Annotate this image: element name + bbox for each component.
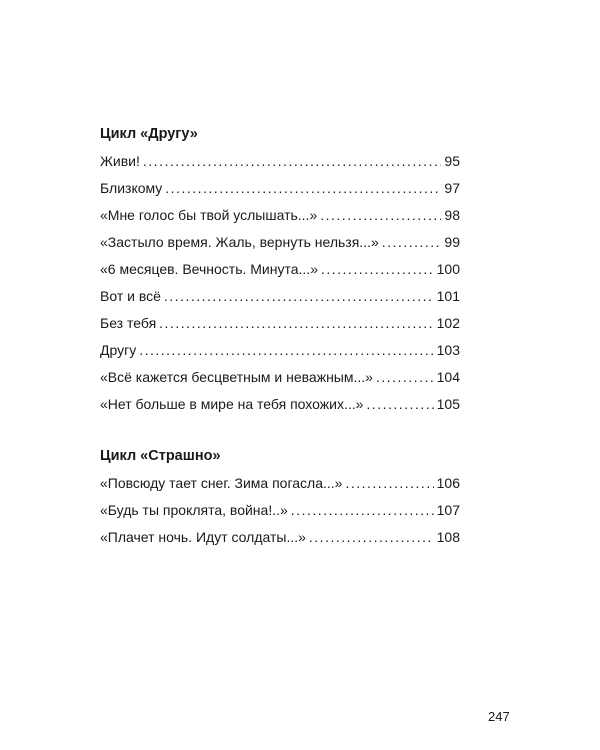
section-title: Цикл «Страшно» — [100, 448, 221, 464]
dot-leader — [139, 340, 433, 360]
entry-page: 98 — [444, 207, 460, 223]
dot-leader — [376, 367, 434, 387]
dot-leader — [366, 394, 433, 414]
dot-leader — [309, 527, 434, 547]
page-number: 247 — [488, 709, 510, 724]
entry-title: «Повсюду тает снег. Зима погасла...» — [100, 475, 343, 491]
entry-page: 99 — [444, 234, 460, 250]
entry-page: 95 — [444, 153, 460, 169]
entry-page: 101 — [436, 288, 460, 304]
entry-page: 107 — [436, 502, 460, 518]
table-of-contents — [100, 124, 460, 579]
entry-title: «Мне голос бы твой услышать...» — [100, 207, 318, 223]
entry-title: Другу — [100, 342, 137, 358]
entry-title: Живи! — [100, 153, 140, 169]
dot-leader — [382, 232, 442, 252]
entry-title: Близкому — [100, 180, 163, 196]
toc-entry — [100, 232, 460, 252]
dot-leader — [345, 473, 433, 493]
toc-entry — [100, 259, 460, 279]
entry-page: 104 — [436, 369, 460, 385]
entry-title: «Нет больше в мире на тебя похожих...» — [100, 396, 364, 412]
entry-title: Без тебя — [100, 315, 157, 331]
entry-page: 97 — [444, 180, 460, 196]
entry-page: 106 — [436, 475, 460, 491]
dot-leader — [165, 178, 441, 198]
entry-title: Вот и всё — [100, 288, 161, 304]
toc-entry — [100, 286, 460, 306]
dot-leader — [321, 259, 434, 279]
entry-title: «Плачет ночь. Идут солдаты...» — [100, 529, 306, 545]
entry-title: «Будь ты проклята, война!..» — [100, 502, 288, 518]
entry-page: 105 — [436, 396, 460, 412]
entry-title: «Застыло время. Жаль, вернуть нельзя...» — [100, 234, 379, 250]
toc-entry — [100, 151, 460, 171]
dot-leader — [164, 286, 434, 306]
entry-page: 102 — [436, 315, 460, 331]
entry-page: 100 — [436, 261, 460, 277]
toc-entry — [100, 473, 460, 493]
toc-section-strashno — [100, 446, 460, 547]
entry-page: 103 — [436, 342, 460, 358]
dot-leader — [320, 205, 441, 225]
toc-entry — [100, 527, 460, 547]
entry-page: 108 — [436, 529, 460, 545]
toc-entry — [100, 340, 460, 360]
toc-entry — [100, 500, 460, 520]
dot-leader — [159, 313, 433, 333]
section-title: Цикл «Другу» — [100, 126, 198, 142]
toc-entry — [100, 205, 460, 225]
toc-entry — [100, 367, 460, 387]
entry-title: «Всё кажется бесцветным и неважным...» — [100, 369, 373, 385]
toc-entry — [100, 394, 460, 414]
entry-title: «6 месяцев. Вечность. Минута...» — [100, 261, 318, 277]
toc-entry — [100, 313, 460, 333]
dot-leader — [143, 151, 442, 171]
toc-section-drugu — [100, 124, 460, 414]
toc-entry — [100, 178, 460, 198]
dot-leader — [291, 500, 434, 520]
